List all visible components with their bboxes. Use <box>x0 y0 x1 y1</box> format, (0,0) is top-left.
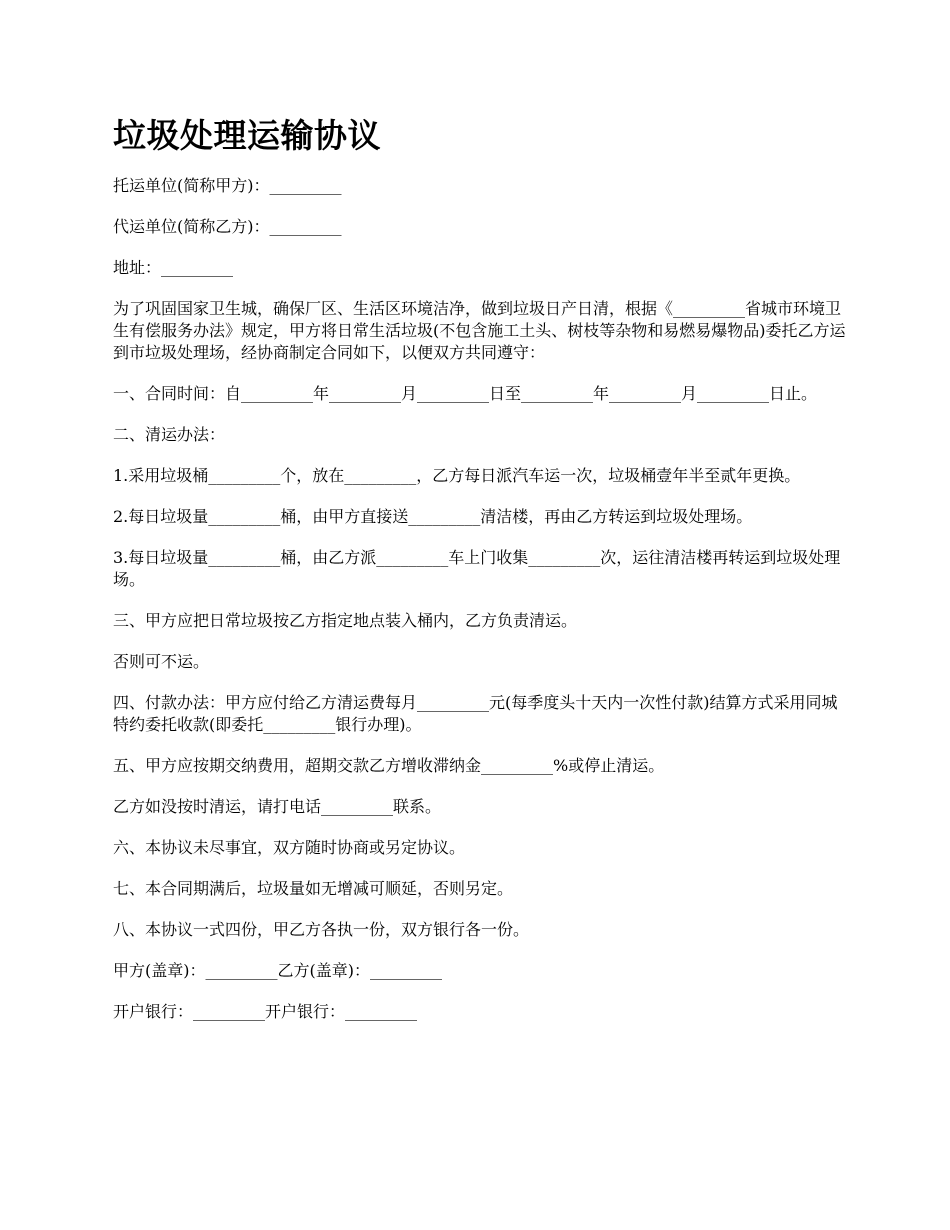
clause-7: 七、本合同期满后，垃圾量如无增减可顺延，否则另定。 <box>113 879 514 898</box>
clause-5-contact: 乙方如没按时清运，请打电话_________联系。 <box>113 797 442 816</box>
clause-4-payment: 四、付款办法：甲方应付给乙方清运费每月_________元(每季度头十天内一次性付款)结算方式采用同城特约委托收款(即委托_________银行办理)。 <box>113 693 838 734</box>
clause-3: 三、甲方应把日常垃圾按乙方指定地点装入桶内，乙方负责清运。 <box>113 611 578 630</box>
clause-1-term: 一、合同时间：自_________年_________月_________日至_________年_________月_________日止。 <box>113 384 818 403</box>
document-page <box>113 112 853 1042</box>
clause-3-note: 否则可不运。 <box>113 652 210 671</box>
document-title: 垃圾处理运输协议 <box>113 116 381 155</box>
clause-2-item-2: 2.每日垃圾量_________桶，由甲方直接送_________清洁楼，再由乙方转运到垃圾处理场。 <box>113 507 753 526</box>
bank-line: 开户银行：_________开户银行：_________ <box>113 1002 418 1021</box>
party-a-line: 托运单位(简称甲方)：_________ <box>113 176 342 195</box>
clause-5-late-fee: 五、甲方应按期交纳费用，超期交款乙方增收滞纳金_________%或停止清运。 <box>113 756 665 775</box>
party-b-line: 代运单位(简称乙方)：_________ <box>113 217 342 236</box>
clause-2-heading: 二、清运办法： <box>113 425 226 444</box>
clause-2-item-1: 1.采用垃圾桶_________个，放在_________，乙方每日派汽车运一次，垃圾桶壹年半至贰年更换。 <box>113 466 801 485</box>
clause-2-item-3: 3.每日垃圾量_________桶，由乙方派_________车上门收集_________次，运往清洁楼再转运到垃圾处理场。 <box>113 548 841 589</box>
clause-6: 六、本协议未尽事宜，双方随时协商或另定协议。 <box>113 838 466 857</box>
address-line: 地址：_________ <box>113 258 234 277</box>
clause-8: 八、本协议一式四份，甲乙方各执一份，双方银行各一份。 <box>113 920 530 939</box>
signature-line: 甲方(盖章)：_________乙方(盖章)：_________ <box>113 961 442 980</box>
preamble-paragraph: 为了巩固国家卫生城，确保厂区、生活区环境洁净，做到垃圾日产日清，根据《_________省城市环境卫生有偿服务办法》规定，甲方将日常生活垃圾(不包含施工土头、树枝等杂物和易燃易爆物品)委托乙方运到市垃圾处理场，经协商制定合同如下，以便双方共同遵守： <box>113 299 846 362</box>
